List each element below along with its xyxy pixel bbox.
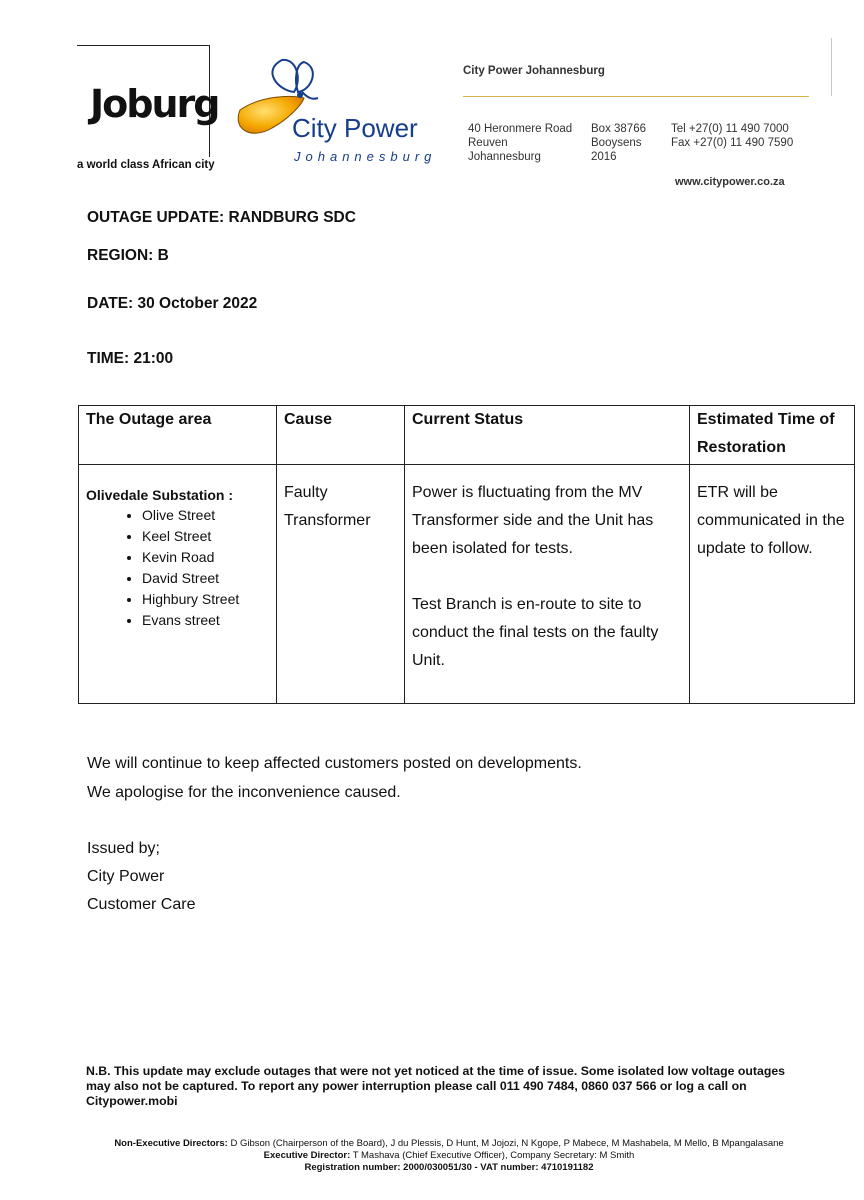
street-item: • David Street	[142, 568, 269, 589]
issued-by-dept: Customer Care	[87, 896, 196, 913]
address-line: Reuven	[468, 137, 508, 149]
status-cell	[405, 465, 690, 704]
message-line: We apologise for the inconvenience caused.	[87, 784, 401, 801]
status-paragraph: Test Branch is en-route to site to conduct the final tests on the faulty Unit.	[412, 596, 659, 669]
footer-ned-names: D Gibson (Chairperson of the Board), J du Plessis, D Hunt, M Jojozi, N Kgope, P Mabece, M Mashabela, M Mello, B Mpangalasane	[230, 1138, 784, 1149]
issued-by-org: City Power	[87, 868, 165, 885]
footer-ned-label: Non-Executive Directors:	[114, 1138, 228, 1149]
joburg-tagline: a world class African city	[77, 159, 215, 171]
footer-exec-director	[60, 1150, 838, 1162]
street-address	[468, 122, 572, 164]
update-title: OUTAGE UPDATE: RANDBURG SDC	[87, 209, 356, 226]
issued-by-label: Issued by;	[87, 840, 160, 857]
city-power-logo-sub: Johannesburg	[294, 149, 437, 164]
footer-ed-names: T Mashava (Chief Executive Officer), Company Secretary: M Smith	[352, 1150, 635, 1161]
status-paragraph: Power is fluctuating from the MV Transformer side and the Unit has been isolated for tests.	[412, 484, 654, 557]
header-divider	[831, 38, 832, 96]
city-power-logo-name: City Power	[292, 113, 418, 143]
header-etr: Estimated Time of Restoration	[690, 406, 855, 465]
address-line: Johannesburg	[468, 151, 541, 163]
message-line: We will continue to keep affected customers posted on developments.	[87, 755, 582, 772]
org-title: City Power Johannesburg	[463, 65, 605, 77]
header-rule	[463, 96, 809, 97]
street-item: • Evans street	[142, 610, 269, 631]
po-box-line: 2016	[591, 151, 617, 163]
fax-number: Fax +27(0) 11 490 7590	[671, 137, 794, 149]
footer	[60, 1138, 838, 1174]
street-item: • Kevin Road	[142, 547, 269, 568]
street-item: • Keel Street	[142, 526, 269, 547]
update-region: REGION: B	[87, 247, 169, 264]
table-header-row	[79, 406, 855, 465]
footer-non-exec-directors	[60, 1138, 838, 1150]
substation-name: Olivedale Substation :	[86, 487, 234, 503]
street-item: • Olive Street	[142, 505, 269, 526]
nb-notice: N.B. This update may exclude outages that were not yet noticed at the time of issue. Some isolated low voltage outages may also not be captured. To report any power interruption please call 011 490 7484, 0860 037 566 or log a call on Citypower.mobi	[86, 1064, 786, 1108]
update-date: DATE: 30 October 2022	[87, 295, 258, 312]
po-box-line: Booysens	[591, 137, 642, 149]
address-line: 40 Heronmere Road	[468, 123, 573, 135]
street-item: • Highbury Street	[142, 589, 269, 610]
website-link[interactable]: www.citypower.co.za	[675, 176, 785, 188]
header-outage-area: The Outage area	[79, 406, 277, 465]
outage-area-cell	[79, 465, 277, 704]
etr-cell: ETR will be communicated in the update to follow.	[690, 465, 855, 704]
street-list	[86, 505, 269, 631]
footer-ed-label: Executive Director:	[263, 1150, 351, 1161]
tel-number: Tel +27(0) 11 490 7000	[671, 123, 789, 135]
table-row	[79, 465, 855, 704]
outage-table	[78, 405, 855, 704]
header-current-status: Current Status	[405, 406, 690, 465]
update-time: TIME: 21:00	[87, 350, 174, 367]
po-box-line: Box 38766	[591, 123, 646, 135]
joburg-logo: Joburg	[90, 82, 219, 126]
footer-registration	[60, 1162, 838, 1174]
footer-registration-text: Registration number: 2000/030051/30 - VAT number: 4710191182	[304, 1162, 594, 1173]
cause-cell: Faulty Transformer	[277, 465, 405, 704]
header-cause: Cause	[277, 406, 405, 465]
contact-numbers	[671, 122, 793, 150]
postal-address	[591, 122, 646, 164]
